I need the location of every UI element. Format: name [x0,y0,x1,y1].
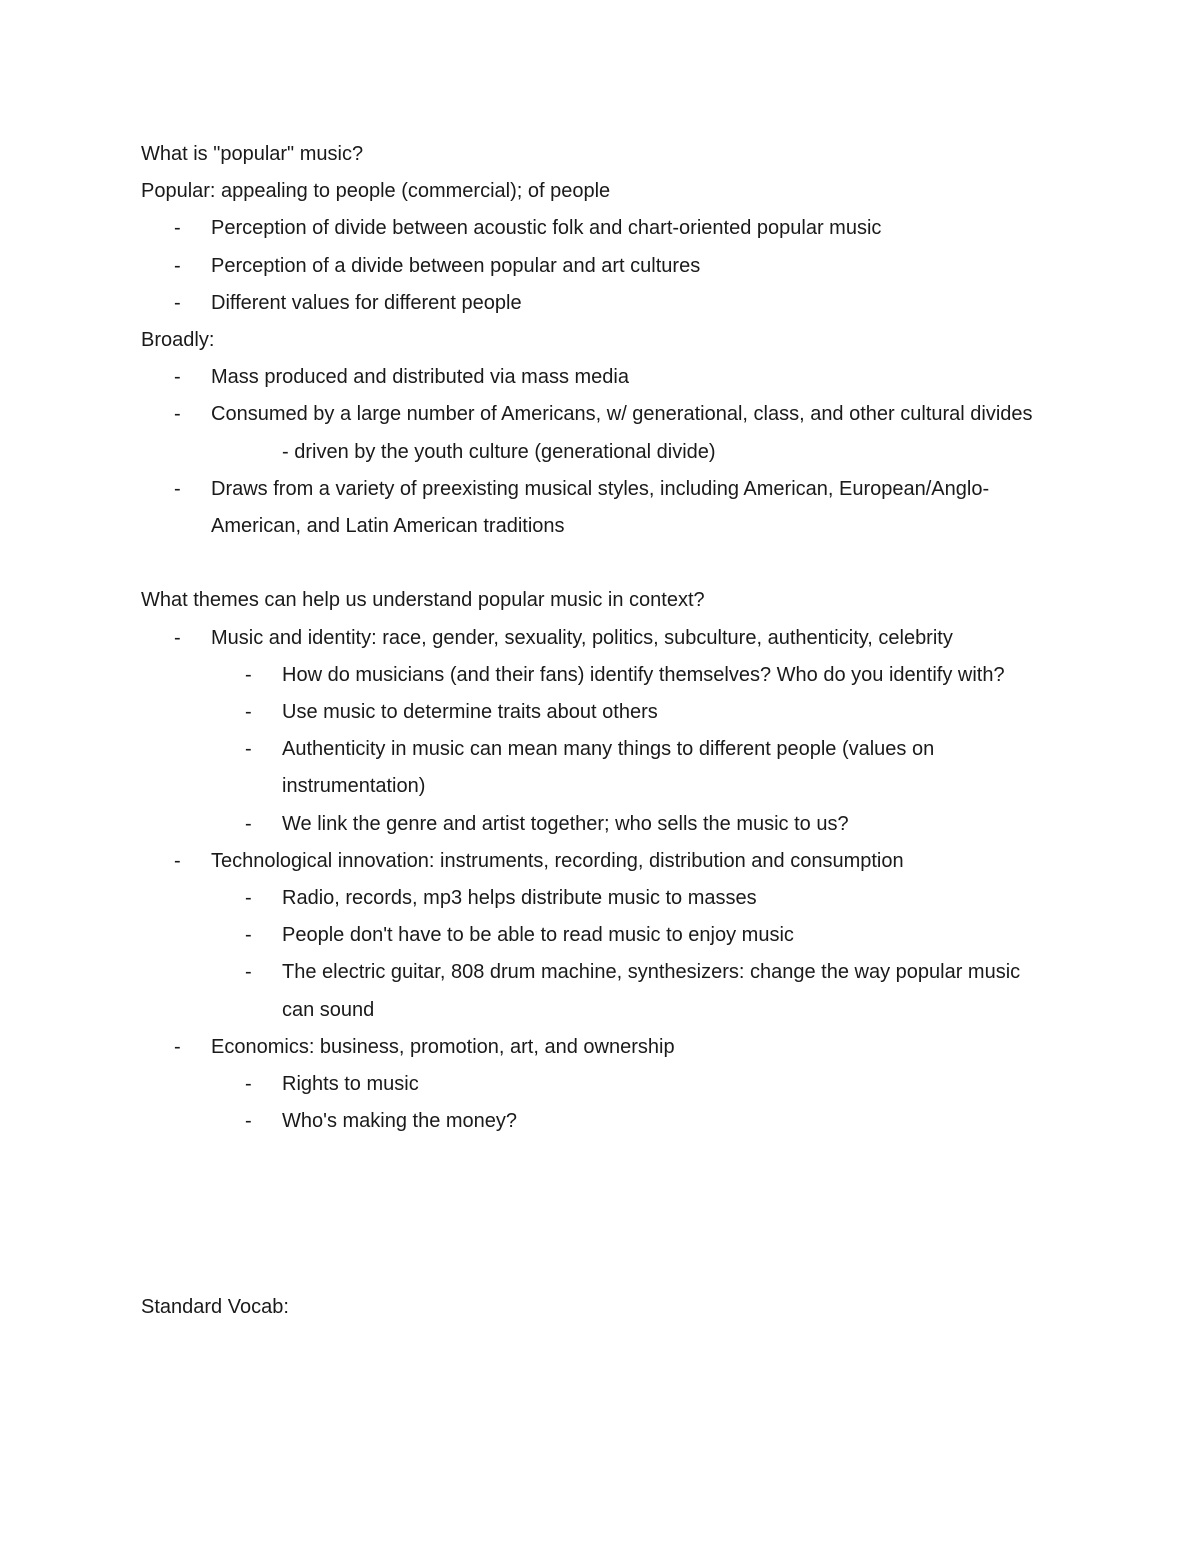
bullet-dash: - [245,738,252,761]
bullet-dash: - [245,1073,252,1096]
list-item-text: Rights to music [282,1073,419,1096]
bullet-dash: - [245,1110,252,1133]
bullet-dash: - [174,403,181,426]
blank-space [141,1140,1060,1289]
bullet-dash: - [174,477,181,500]
list-item-text: Who's making the money? [282,1110,518,1133]
theme-label: Music and identity: race, gender, sexuality, politics, subculture, authenticity, celebrity [211,626,953,649]
list-item-text: People don't have to be able to read music to enjoy music [282,924,794,947]
list-item-text: Authenticity in music can mean many things to different people (values on instrumentation) [282,738,935,798]
bullet-dash: - [245,701,252,724]
list-item [141,210,1060,247]
bullet-dash: - [174,217,181,240]
bullet-dash: - [174,626,181,649]
list-item-text: Mass produced and distributed via mass media [211,366,629,389]
bullet-dash: - [174,849,181,872]
question-popular-music: What is "popular" music? [141,143,364,165]
list-item [141,359,1060,396]
list-item-text: Perception of divide between acoustic folk and chart-oriented popular music [211,217,882,240]
list-item [141,694,1060,731]
blank-line [141,545,1060,582]
list-item [141,285,1060,322]
list-item [141,917,1060,954]
theme-economics [141,1029,1060,1066]
popular-definition: Popular: appealing to people (commercial); of people [141,180,611,203]
standard-vocab-heading: Standard Vocab: [141,1296,289,1319]
list-item-text: Draws from a variety of preexisting musical styles, including American, European/Anglo-American, and Latin American traditions [211,477,990,538]
bullet-dash: - [174,1035,181,1058]
list-item-text: Radio, records, mp3 helps distribute music to masses [282,887,757,910]
bullet-dash: - [174,291,181,314]
bullet-dash: - [174,366,181,389]
bullet-dash: - [245,812,252,835]
list-item [141,731,1060,805]
list-item-text: Use music to determine traits about others [282,701,658,724]
broadly-heading: Broadly: [141,329,215,352]
list-item [141,657,1060,694]
list-item-text: How do musicians (and their fans) identify themselves? Who do you identify with? [282,663,1005,686]
bullet-dash: - [245,961,252,984]
youth-culture-note: - driven by the youth culture (generational divide) [282,440,716,463]
list-item-text: Consumed by a large number of Americans, w/ generational, class, and other cultural divides [211,403,1033,426]
list-item [141,1103,1060,1140]
list-item [141,880,1060,917]
bullet-dash: - [245,924,252,947]
theme-identity [141,620,1060,657]
list-item-text: Perception of a divide between popular and art cultures [211,254,701,277]
list-item [141,954,1060,1028]
theme-label: Technological innovation: instruments, recording, distribution and consumption [211,849,904,872]
theme-label: Economics: business, promotion, art, and ownership [211,1035,675,1058]
list-item [141,806,1060,843]
list-item-text: Different values for different people [211,291,522,314]
bullet-dash: - [174,254,181,277]
list-item [141,1066,1060,1103]
list-item [141,396,1060,433]
question-themes: What themes can help us understand popular music in context? [141,589,705,612]
list-item [141,248,1060,285]
list-item-text: The electric guitar, 808 drum machine, synthesizers: change the way popular music can sound [282,961,1021,1021]
theme-technology [141,843,1060,880]
bullet-dash: - [245,663,252,686]
list-item-text: We link the genre and artist together; who sells the music to us? [282,812,849,835]
list-item [141,471,1060,545]
bullet-dash: - [245,887,252,910]
